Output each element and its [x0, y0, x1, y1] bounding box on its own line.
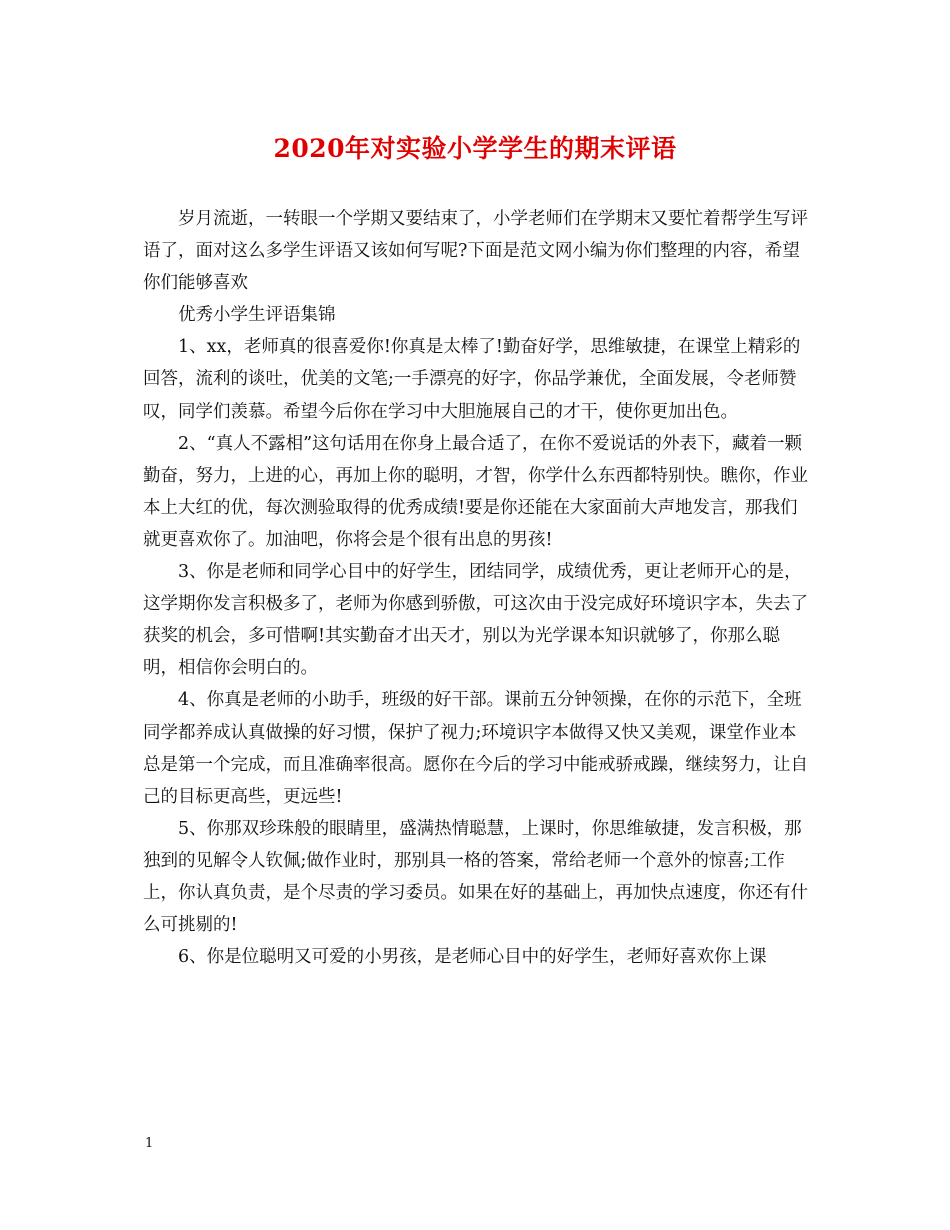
comment-paragraph-2: 2、“真人不露相”这句话用在你身上最合适了，在你不爱说话的外表下，藏着一颗勤奋，努力，上进的心，再加上你的聪明，才智，你学什么东西都特别快。瞧你，作业本上大红的优，每次测验取得的优秀成绩!要是你还能在大家面前大声地发言，那我们就更喜欢你了。加油吧，你将会是个很有出息的男孩!: [143, 433, 808, 550]
comment-paragraph-3: 3、你是老师和同学心目中的好学生，团结同学，成绩优秀，更让老师开心的是，这学期你发言积极多了，老师为你感到骄傲，可这次由于没完成好环境识字本，失去了获奖的机会，多可惜啊!其实勤奋才出天才，别以为光学课本知识就够了，你那么聪明，相信你会明白的。: [143, 562, 808, 679]
document-body: [143, 203, 810, 973]
comment-paragraph-1: 1、xx，老师真的很喜爱你!你真是太棒了!勤奋好学，思维敏捷，在课堂上精彩的回答，流利的谈吐，优美的文笔;一手漂亮的好字，你品学兼优，全面发展，令老师赞叹，同学们羡慕。希望今后你在学习中大胆施展自己的才干，使你更加出色。: [143, 337, 801, 422]
comment-paragraph-5: 5、你那双珍珠般的眼睛里，盛满热情聪慧，上课时，你思维敏捷，发言积极，那独到的见解令人钦佩;做作业时，那别具一格的答案，常给老师一个意外的惊喜;工作上，你认真负责，是个尽责的学习委员。如果在好的基础上，再加快点速度，你还有什么可挑剔的!: [143, 818, 808, 936]
section-heading: 优秀小学生评语集锦: [178, 305, 336, 326]
comment-paragraph-6: 6、你是位聪明又可爱的小男孩，是老师心目中的好学生，老师好喜欢你上课: [178, 947, 767, 968]
document-title: 2020年对实验小学学生的期末评语: [273, 134, 677, 163]
intro-paragraph: 岁月流逝，一转眼一个学期又要结束了，小学老师们在学期末又要忙着帮学生写评语了，面对这么多学生评语又该如何写呢?下面是范文网小编为你们整理的内容，希望你们能够喜欢: [143, 209, 808, 294]
page-number: 1: [145, 1136, 154, 1151]
comment-paragraph-4: 4、你真是老师的小助手，班级的好干部。课前五分钟领操，在你的示范下，全班同学都养成认真做操的好习惯，保护了视力;环境识字本做得又快又美观，课堂作业本总是第一个完成，而且准确率很高。愿你在今后的学习中能戒骄戒躁，继续努力，让自己的目标更高些，更远些!: [143, 690, 808, 807]
